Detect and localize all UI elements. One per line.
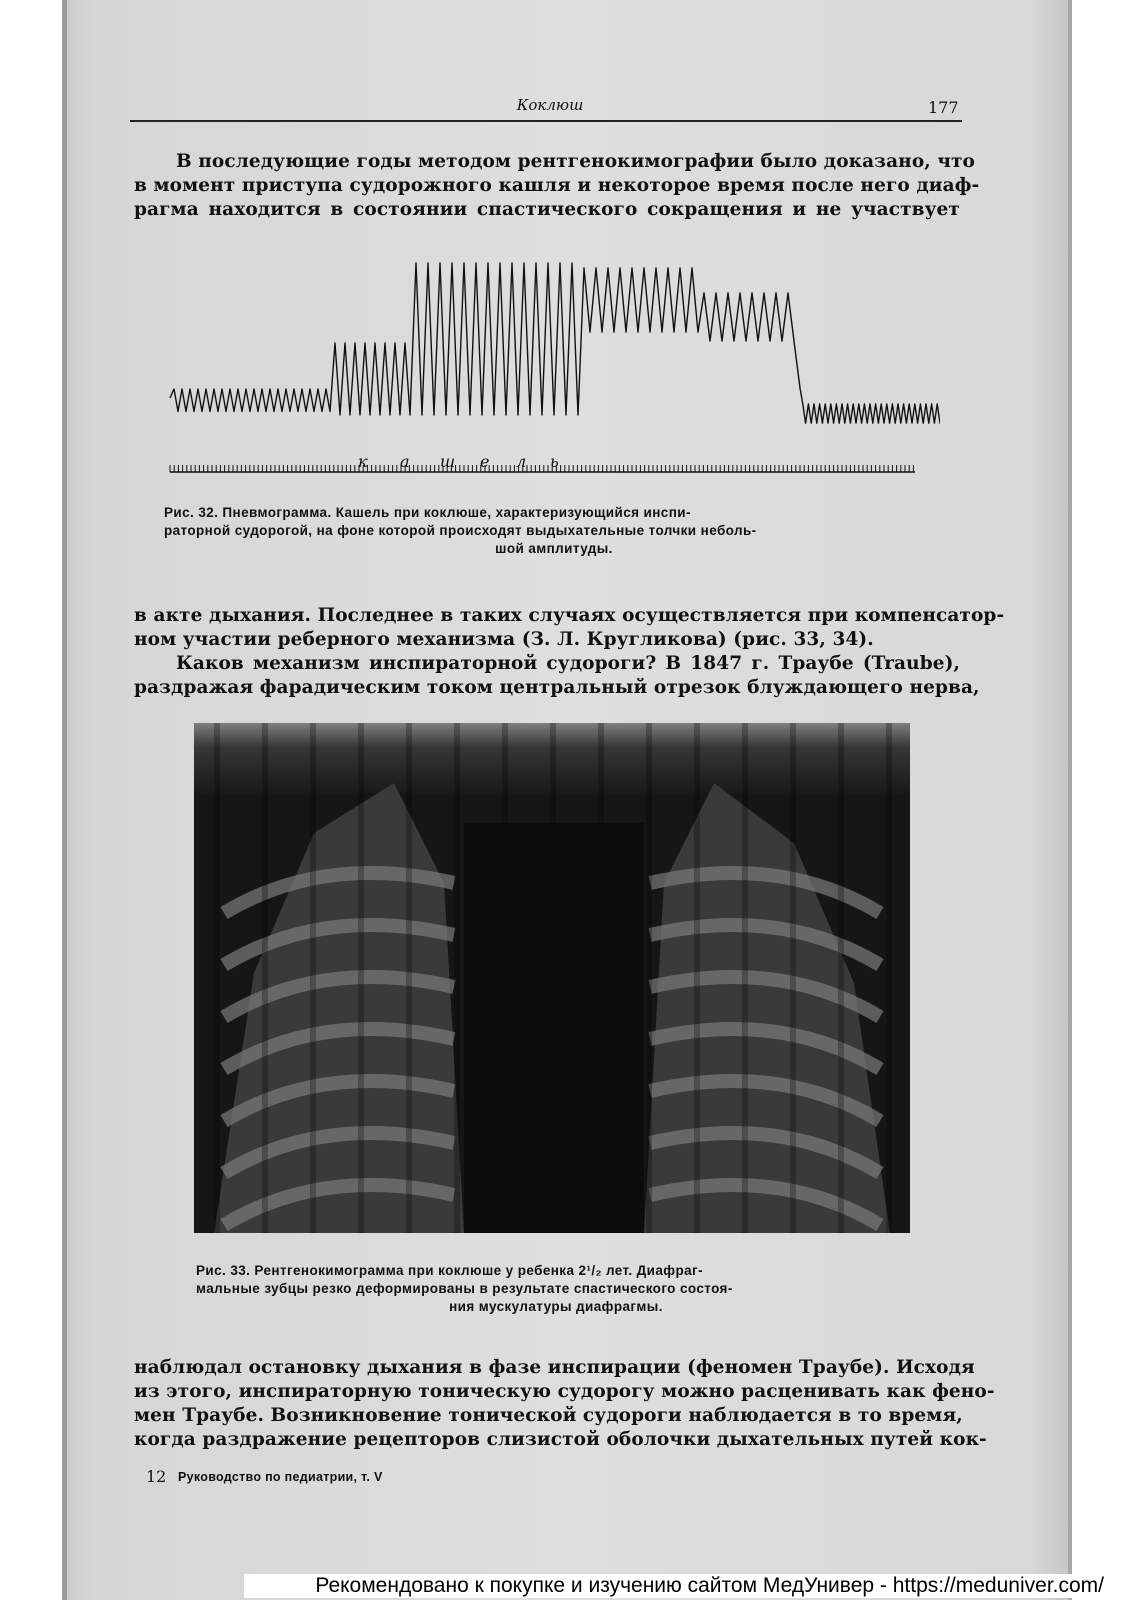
signature-text: Руководство по педиатрии, т. V bbox=[178, 1470, 383, 1484]
text-line: наблюдал остановку дыхания в фазе инспирации (феномен Траубе). Исходя bbox=[134, 1357, 975, 1378]
text-line: мен Траубе. Возникновение тонической судороги наблюдается в то время, bbox=[134, 1405, 963, 1426]
signature-number: 12 bbox=[146, 1467, 167, 1486]
header-rule bbox=[130, 120, 962, 122]
caption-line: Рис. 32. Пневмограмма. Кашель при коклюше, характеризующийся инспи- bbox=[164, 505, 691, 520]
caption-line: Рис. 33. Рентгенокимограмма при коклюше у ребенка 2¹/₂ лет. Диафраг- bbox=[196, 1263, 703, 1278]
text-line: в момент приступа судорожного кашля и некоторое время после него диаф- bbox=[134, 175, 980, 196]
text-line: Каков механизм инспираторной судороги? В 1847 г. Траубе (Traube), bbox=[176, 653, 960, 674]
time-marker-ticks bbox=[170, 465, 913, 472]
paragraph-4 bbox=[134, 1356, 995, 1452]
cough-label-letter: ш bbox=[440, 452, 456, 471]
text-line: в акте дыхания. Последнее в таких случаях осуществляется при компенсатор- bbox=[134, 605, 1005, 626]
watermark-link[interactable]: Рекомендовано к покупке и изучению сайтом МедУнивер - https://meduniver.com/ bbox=[244, 1574, 1104, 1598]
paragraph-3 bbox=[134, 652, 980, 700]
text-line: ном участии реберного механизма (З. Л. Кругликова) (рис. 33, 34). bbox=[134, 629, 874, 650]
caption-line: ния мускулатуры диафрагмы. bbox=[449, 1299, 663, 1314]
caption-line: мальные зубцы резко деформированы в результате спастического состоя- bbox=[196, 1281, 733, 1296]
page-edge-right bbox=[1068, 0, 1072, 1600]
cough-label-letter: л bbox=[516, 452, 527, 471]
text-line: когда раздражение рецепторов слизистой оболочки дыхательных путей кок- bbox=[134, 1429, 987, 1450]
paragraph-1 bbox=[134, 150, 980, 222]
caption-line: раторной судорогой, на фоне которой происходят выдыхательные толчки неболь- bbox=[164, 523, 757, 538]
page-number: 177 bbox=[928, 98, 959, 117]
text-line: из этого, инспираторную тоническую судорогу можно расценивать как фено- bbox=[134, 1381, 995, 1402]
cough-label-letter: к bbox=[358, 452, 368, 471]
text-line: В последующие годы методом рентгенокимографии было доказано, что bbox=[176, 151, 975, 172]
caption-line: шой амплитуды. bbox=[495, 541, 613, 556]
cough-label-letter: ь bbox=[550, 452, 559, 471]
figure-32-caption bbox=[164, 504, 944, 558]
text-line: раздражая фарадическим током центральный отрезок блуждающего нерва, bbox=[134, 677, 980, 698]
pneumogram-figure bbox=[160, 238, 940, 488]
page-edge-left bbox=[62, 0, 67, 1600]
pneumogram-trace bbox=[170, 263, 940, 433]
text-line: рагма находится в состоянии спастического сокращения и не участвует bbox=[134, 199, 960, 220]
paragraph-2 bbox=[134, 604, 1005, 652]
running-header: Коклюш bbox=[516, 96, 584, 114]
cough-label-letter: е bbox=[480, 452, 490, 471]
xray-kymogram-image bbox=[194, 723, 910, 1233]
figure-33-caption bbox=[196, 1262, 916, 1316]
cough-label-letter: а bbox=[400, 452, 410, 471]
